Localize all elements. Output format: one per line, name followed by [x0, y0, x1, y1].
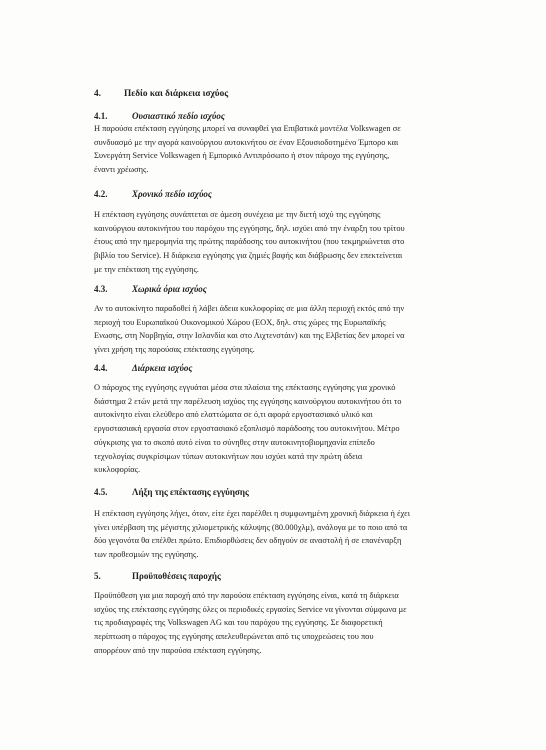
paragraph-line: Συνεργάτη Service Volkswagen ή Εμπορικό Αντιπρόσωπο ή στον πάροχο της εγγύησης, [94, 151, 390, 161]
paragraph-line: Ενωσης, στη Νορβηγία, στην Ισλανδία και στο Λιχτενστάιν) και της Ελβετίας δεν μπορεί να [94, 331, 405, 341]
section-title: Προϋποθέσεις παροχής [132, 571, 221, 581]
section-number: 4.2. [94, 189, 108, 199]
paragraph-line: Η επέκταση εγγύησης λήγει, όταν, είτε έχει παρέλθει η συμφωνημένη χρονική διάρκεια ή έχει [94, 509, 410, 518]
paragraph-line: συνδυασμό με την αγορά καινούργιου αυτοκινήτου σε έναν Εξουσιοδοτημένο Έμπορο και [94, 137, 399, 147]
paragraph-line: Η παρούσα επέκταση εγγύησης μπορεί να συναφθεί για Επιβατικά μοντέλα Volkswagen σε [94, 124, 401, 133]
paragraph-line: κυκλοφορίας. [94, 465, 141, 475]
paragraph-line: τις προδιαγραφές της Volkswagen AG και του παρόχου της εγγύησης. Σε διαφορετική [94, 618, 383, 628]
paragraph-line: Προϋπόθεση για μια παροχή από την παρούσα επέκταση εγγύησης είναι, κατά τη διάρκεια [94, 591, 399, 600]
paragraph-line: περίπτωση ο πάροχος της εγγύησης απελευθερώνεται από τις υποχρεώσεις του που [94, 632, 374, 642]
section-4-3-paragraph [94, 302, 468, 357]
section-title: Χωρικά όρια ισχύος [132, 284, 207, 294]
section-4-5-paragraph [94, 507, 468, 562]
section-title: Λήξη της επέκτασης εγγύησης [132, 487, 249, 497]
paragraph-line: δύο γεγονότα θα επέλθει πρώτο. Επιδιορθώσεις δεν οδηγούν σε αναστολή ή σε επανέναρξη [94, 536, 402, 546]
paragraph-line: έτους από την ημερομηνία της πρώτης παράδοσης του αυτοκινήτου (που τεκμηριώνεται στο [94, 237, 405, 247]
section-5-paragraph [94, 589, 468, 658]
section-4-5-heading [94, 487, 249, 497]
paragraph-line: απορρέουν από την παρούσα επέκταση εγγύησης. [94, 645, 262, 655]
section-number: 4.5. [94, 487, 108, 497]
section-4-3-heading [94, 284, 207, 294]
section-4-4-paragraph [94, 381, 468, 477]
section-title: Διάρκεια ισχύος [132, 363, 193, 373]
section-4-4-heading [94, 363, 192, 373]
paragraph-line: Αν το αυτοκίνητο παραδοθεί ή λάβει άδεια κυκλοφορίας σε μια άλλη περιοχή εκτός από την [94, 304, 405, 313]
section-4-1-paragraph [94, 122, 468, 177]
paragraph-line: καινούργιου αυτοκινήτου του παρόχου της εγγύησης, δηλ. ισχύει από την έναρξη του τρίτου [94, 223, 405, 233]
section-title: Πεδίο και διάρκεια ισχύος [124, 89, 229, 99]
section-4-heading [94, 89, 228, 99]
paragraph-line: Ο πάροχος της εγγύησης εγγυάται μέσα στα πλαίσια της επέκτασης εγγύησης για χρονικό [94, 383, 396, 392]
paragraph-line: εργοστασιακή εργασία στον εργοστασιακό εξοπλισμό παράδοσης του αυτοκινήτου. Μέτρο [94, 424, 400, 434]
paragraph-line: γίνει υπέρβαση της μέγιστης χιλιομετρικής κάλυψης (80.000χλμ), ανάλογα με το ποιο από τα [94, 522, 408, 532]
section-number: 4.1. [94, 111, 108, 121]
paragraph-line: Η επέκταση εγγύησης συνάπτεται σε άμεση συνέχεια με την διετή ισχύ της εγγύησης [94, 210, 381, 219]
paragraph-line: με την επέκταση της εγγύησης. [94, 264, 199, 274]
section-number: 4. [94, 89, 101, 99]
section-number: 4.4. [94, 363, 108, 373]
paragraph-line: διάστημα 2 ετών μετά την παρέλευση ισχύος της εγγύησης καινούργιου αυτοκινήτου ότι το [94, 396, 402, 406]
section-title: Χρονικό πεδίο ισχύος [132, 189, 212, 199]
paragraph-line: τεχνολογίας συγκρίσιμων τύπων αυτοκινήτων που ισχύει κατά την πρώτη άδεια [94, 451, 363, 461]
section-4-2-heading [94, 189, 212, 199]
section-number: 4.3. [94, 284, 108, 294]
section-number: 5. [94, 571, 101, 581]
paragraph-line: αυτοκίνητο είναι ελεύθερο από ελαττώματα σε ό,τι αφορά εργοστασιακό υλικό και [94, 410, 373, 420]
paragraph-line: έναντι χρέωσης. [94, 165, 149, 175]
section-title: Ουσιαστικό πεδίο ισχύος [132, 111, 225, 121]
paragraph-line: περιοχή του Ευρωπαϊκού Οικονομικού Χώρου (ΕΟΧ, δηλ. στις χώρες της Ευρωπαϊκής [94, 317, 386, 327]
paragraph-line: γίνει χρήση της παρούσας επέκτασης εγγύησης. [94, 345, 255, 355]
paragraph-line: των προθεσμιών της εγγύησης. [94, 550, 199, 560]
section-5-heading [94, 571, 221, 581]
paragraph-line: βιβλίο του Service). Η διάρκεια εγγύησης για ζημιές βαφής και διάβρωσης δεν επεκτείνεται [94, 251, 403, 261]
paragraph-line: ισχύος της επέκτασης εγγύησης όλες οι περιοδικές εργασίες Service να γίνονται σύμφωνα με [94, 604, 407, 614]
section-4-1-heading [94, 111, 225, 121]
section-4-2-paragraph [94, 208, 468, 277]
paragraph-line: σύγκρισης για το σκοπό αυτό είναι το σύνηθες στην αυτοκινητοβιομηχανία επίπεδο [94, 437, 375, 447]
